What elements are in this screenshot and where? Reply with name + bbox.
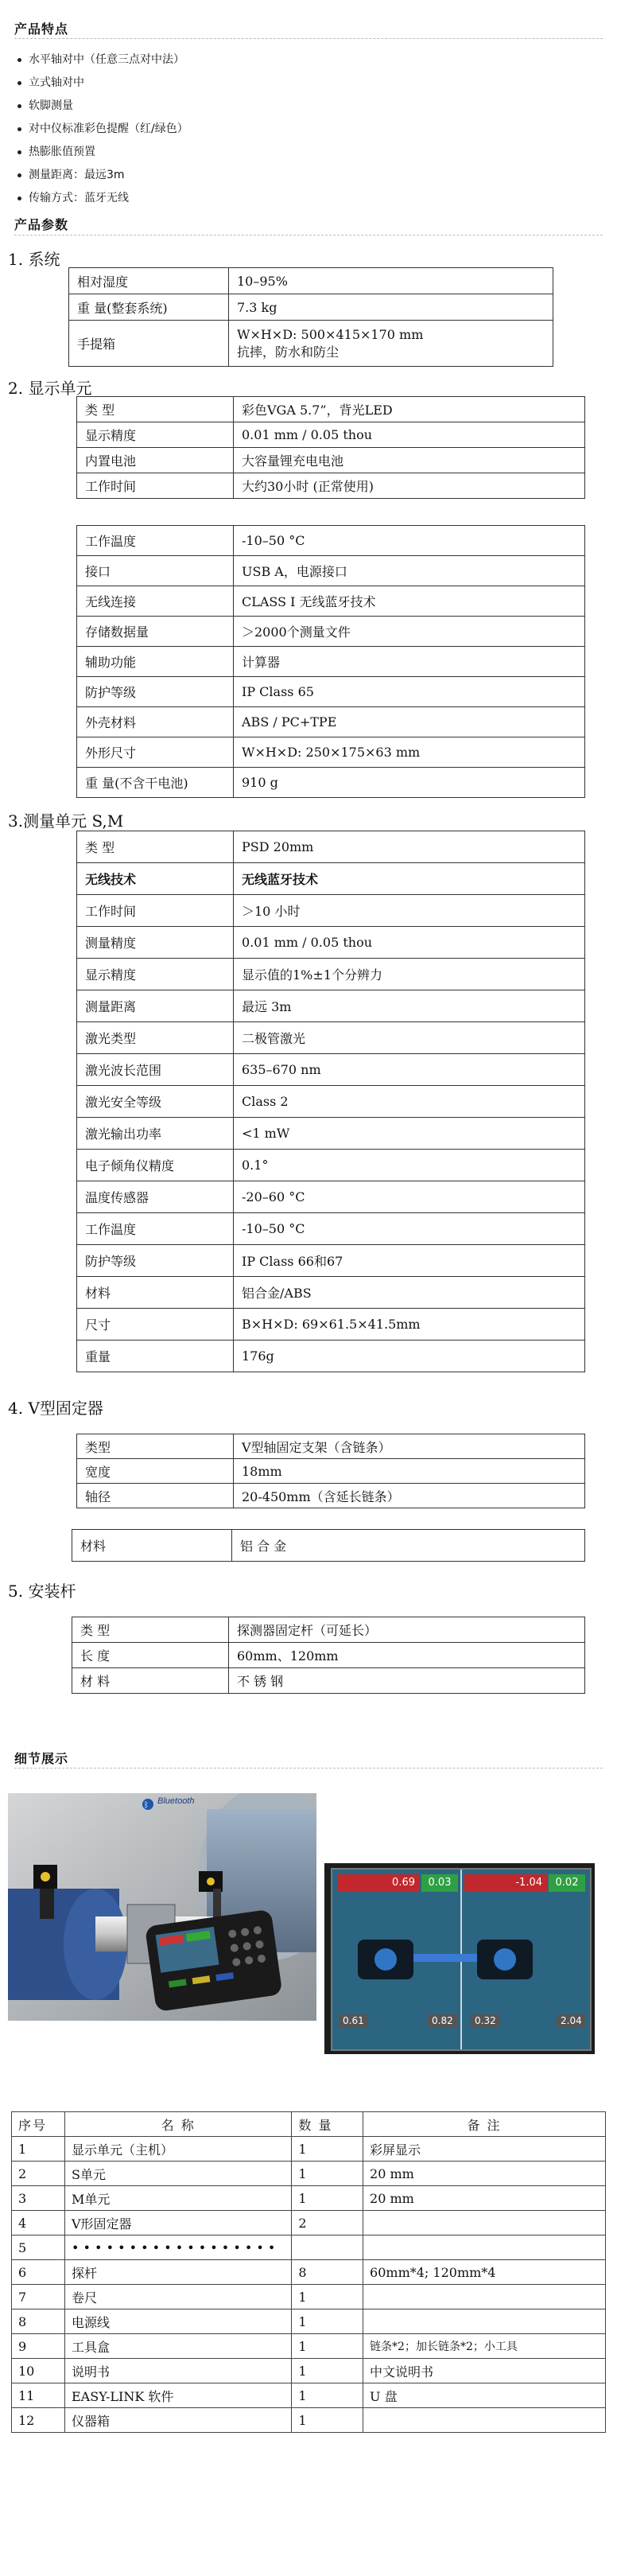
table-cell: 1 xyxy=(292,2383,363,2408)
spec-key: 内置电池 xyxy=(77,448,234,473)
spec-key: 温度传感器 xyxy=(77,1181,234,1213)
table-cell: S单元 xyxy=(65,2162,292,2186)
spec-row xyxy=(77,863,585,895)
mount-rod-table xyxy=(72,1617,585,1694)
screen-photo xyxy=(324,1863,595,2054)
spec-key: 重 量(不含干电池) xyxy=(77,768,234,798)
foot-value: 2.04 xyxy=(557,2014,586,2027)
spec-key: 激光类型 xyxy=(77,1022,234,1054)
spec-key: 材料 xyxy=(77,1277,234,1309)
spec-row xyxy=(77,768,585,798)
table-cell xyxy=(363,2285,606,2309)
table-row xyxy=(12,2309,606,2334)
measure-unit-table xyxy=(76,831,585,1372)
spec-key: 宽度 xyxy=(77,1459,234,1484)
spec-value: 大约30小时 (正常使用) xyxy=(234,473,585,499)
spec-value: 0.01 mm / 0.05 thou xyxy=(234,927,585,959)
bluetooth-label: Bluetooth xyxy=(157,1796,195,1806)
motor-icons xyxy=(350,1916,572,2003)
spec-value-line: 抗摔，防水和防尘 xyxy=(237,344,340,360)
product-photo-illustration xyxy=(8,1793,316,2021)
table-row xyxy=(12,2359,606,2383)
table-row xyxy=(12,2162,606,2186)
spec-value: 无线蓝牙技术 xyxy=(234,863,585,895)
table-cell: 卷尺 xyxy=(65,2285,292,2309)
value-green-left: 0.03 xyxy=(421,1874,458,1892)
parts-header-row xyxy=(12,2112,606,2137)
table-cell xyxy=(363,2211,606,2236)
table-cell: 1 xyxy=(292,2285,363,2309)
spec-row xyxy=(77,397,585,422)
spec-value: 二极管激光 xyxy=(234,1022,585,1054)
spec-row xyxy=(77,448,585,473)
spec-key: 外壳材料 xyxy=(77,707,234,737)
spec-row xyxy=(77,1434,585,1459)
feature-text: 对中仪标准彩色提醒（红/绿色） xyxy=(29,123,188,135)
feature-item xyxy=(17,120,188,136)
spec-value: 18mm xyxy=(234,1459,585,1484)
table-cell: 显示单元（主机） xyxy=(65,2137,292,2162)
spec-value: 探测器固定杆（可延长） xyxy=(229,1617,585,1643)
spec-value: 铝 合 金 xyxy=(232,1530,585,1562)
table-cell: 彩屏显示 xyxy=(363,2137,606,2162)
spec-value: 10–95% xyxy=(229,268,553,294)
spec-value: ＞10 小时 xyxy=(234,895,585,927)
spec-row xyxy=(77,959,585,990)
spec-key: 激光安全等级 xyxy=(77,1086,234,1118)
feature-item xyxy=(17,189,129,205)
spec-value: -10–50 °C xyxy=(234,526,585,556)
spec-key: 电子倾角仪精度 xyxy=(77,1150,234,1181)
feature-text: 传输方式：蓝牙无线 xyxy=(29,192,129,204)
spec-key: 类型 xyxy=(77,1434,234,1459)
spec-key: 显示精度 xyxy=(77,959,234,990)
feature-item xyxy=(17,97,73,113)
system-table xyxy=(68,267,553,367)
foot-value: 0.61 xyxy=(339,2014,368,2027)
spec-key: 激光输出功率 xyxy=(77,1118,234,1150)
params-title: 产品参数 xyxy=(14,217,69,232)
section-5-heading: 5. 安装杆 xyxy=(8,1582,76,1601)
table-cell: 1 xyxy=(292,2408,363,2433)
spec-key: 工作时间 xyxy=(77,473,234,499)
table-cell: 1 xyxy=(292,2137,363,2162)
bullet-icon xyxy=(17,127,21,131)
spec-row xyxy=(77,422,585,448)
spec-row xyxy=(77,990,585,1022)
table-cell: M单元 xyxy=(65,2186,292,2211)
table-cell: 1 xyxy=(292,2359,363,2383)
table-cell: 1 xyxy=(292,2186,363,2211)
table-cell: 20 mm xyxy=(363,2186,606,2211)
spec-value: IP Class 65 xyxy=(234,677,585,707)
spec-key: 轴径 xyxy=(77,1484,234,1508)
spec-value: 176g xyxy=(234,1341,585,1372)
spec-value: 不 锈 钢 xyxy=(229,1668,585,1694)
table-cell: 12 xyxy=(12,2408,65,2433)
spec-row xyxy=(77,737,585,768)
foot-value: 0.32 xyxy=(471,2014,500,2027)
vfixture-material-table xyxy=(72,1529,585,1562)
table-cell: 4 xyxy=(12,2211,65,2236)
spec-value: 20-450mm（含延长链条） xyxy=(234,1484,585,1508)
features-title: 产品特点 xyxy=(14,21,69,37)
table-cell: 6 xyxy=(12,2260,65,2285)
bullet-icon xyxy=(17,197,21,200)
value-red-left: 0.69 xyxy=(337,1874,420,1892)
spec-key: 无线技术 xyxy=(77,863,234,895)
table-cell: 8 xyxy=(12,2309,65,2334)
spec-value: 彩色VGA 5.7”，背光LED xyxy=(234,397,585,422)
table-cell xyxy=(363,2236,606,2260)
spec-row xyxy=(77,1484,585,1508)
spec-key: 测量精度 xyxy=(77,927,234,959)
spec-key: 尺寸 xyxy=(77,1309,234,1341)
spec-value: W×H×D: 250×175×63 mm xyxy=(234,737,585,768)
table-cell: U 盘 xyxy=(363,2383,606,2408)
table-row xyxy=(12,2211,606,2236)
screen-area xyxy=(331,1868,592,2051)
feature-item xyxy=(17,74,84,90)
table-cell: 8 xyxy=(292,2260,363,2285)
parts-table xyxy=(11,2111,606,2433)
feature-item xyxy=(17,166,125,182)
table-cell: 中文说明书 xyxy=(363,2359,606,2383)
table-cell xyxy=(363,2408,606,2433)
table-cell: 11 xyxy=(12,2383,65,2408)
spec-row xyxy=(77,1054,585,1086)
spec-row xyxy=(77,895,585,927)
divider xyxy=(14,38,603,39)
spec-value: IP Class 66和67 xyxy=(234,1245,585,1277)
table-cell: V形固定器 xyxy=(65,2211,292,2236)
vfixture-table xyxy=(76,1434,585,1508)
spec-key: 相对湿度 xyxy=(69,268,229,294)
feature-item xyxy=(17,51,184,67)
table-cell: 10 xyxy=(12,2359,65,2383)
spec-row xyxy=(77,677,585,707)
spec-key: 工作时间 xyxy=(77,895,234,927)
table-row xyxy=(12,2383,606,2408)
spec-value: CLASS I 无线蓝牙技术 xyxy=(234,586,585,617)
spec-key: 材料 xyxy=(72,1530,232,1562)
spec-row xyxy=(77,707,585,737)
spec-row xyxy=(77,1341,585,1372)
value-red-right: -1.04 xyxy=(464,1874,547,1892)
bullet-icon xyxy=(17,58,21,62)
table-row xyxy=(12,2186,606,2211)
spec-row xyxy=(77,927,585,959)
spec-value-line: W×H×D: 500×415×170 mm xyxy=(237,326,424,342)
spec-key: 工作温度 xyxy=(77,526,234,556)
spec-key: 工作温度 xyxy=(77,1213,234,1245)
spec-value: 635–670 nm xyxy=(234,1054,585,1086)
table-row xyxy=(12,2236,606,2260)
table-cell: 3 xyxy=(12,2186,65,2211)
spec-value: B×H×D: 69×61.5×41.5mm xyxy=(234,1309,585,1341)
spec-value: 0.01 mm / 0.05 thou xyxy=(234,422,585,448)
spec-row xyxy=(77,1022,585,1054)
spec-row xyxy=(77,1086,585,1118)
section-1-heading: 1. 系统 xyxy=(8,250,60,269)
table-row xyxy=(12,2408,606,2433)
divider xyxy=(14,1768,603,1769)
value-green-right: 0.02 xyxy=(549,1874,585,1892)
spec-key: 手提箱 xyxy=(69,321,229,367)
spec-key: 存储数据量 xyxy=(77,617,234,647)
spec-value: 60mm、120mm xyxy=(229,1643,585,1668)
spec-value: 最远 3m xyxy=(234,990,585,1022)
section-3-heading: 3.测量单元 S,M xyxy=(8,811,124,831)
spec-row xyxy=(77,1150,585,1181)
spec-key: 测量距离 xyxy=(77,990,234,1022)
table-cell: 7 xyxy=(12,2285,65,2309)
svg-text:ᛒ: ᛒ xyxy=(144,1801,149,1810)
spec-value: -10–50 °C xyxy=(234,1213,585,1245)
spec-key: 接口 xyxy=(77,556,234,586)
spec-row xyxy=(77,1181,585,1213)
table-row xyxy=(12,2260,606,2285)
spec-key: 无线连接 xyxy=(77,586,234,617)
spec-key: 防护等级 xyxy=(77,677,234,707)
spec-row xyxy=(77,1459,585,1484)
table-cell: 探杆 xyxy=(65,2260,292,2285)
table-cell: 电源线 xyxy=(65,2309,292,2334)
table-row xyxy=(12,2285,606,2309)
spec-row xyxy=(77,1118,585,1150)
feature-item xyxy=(17,143,95,159)
spec-row xyxy=(72,1617,585,1643)
table-cell: 5 xyxy=(12,2236,65,2260)
foot-value: 0.82 xyxy=(428,2014,457,2027)
spec-key: 显示精度 xyxy=(77,422,234,448)
spec-row xyxy=(77,617,585,647)
spec-row xyxy=(77,1277,585,1309)
spec-key: 类 型 xyxy=(72,1617,229,1643)
bullet-icon xyxy=(17,150,21,154)
spec-value: 910 g xyxy=(234,768,585,798)
section-2-heading: 2. 显示单元 xyxy=(8,379,92,398)
table-cell: 说明书 xyxy=(65,2359,292,2383)
spec-value: 铝合金/ABS xyxy=(234,1277,585,1309)
details-title: 细节展示 xyxy=(14,1751,69,1766)
spec-row xyxy=(77,556,585,586)
spec-row xyxy=(72,1668,585,1694)
spec-value: 7.3 kg xyxy=(229,294,553,321)
spec-row xyxy=(77,1245,585,1277)
spec-value: 大容量锂充电电池 xyxy=(234,448,585,473)
feature-text: 软脚测量 xyxy=(29,99,73,112)
spec-row xyxy=(72,1643,585,1668)
table-cell: 链条*2；加长链条*2；小工具 xyxy=(363,2334,606,2359)
spec-row xyxy=(77,473,585,499)
parts-header-cell: 名 称 xyxy=(65,2112,292,2137)
table-cell: 工具盒 xyxy=(65,2334,292,2359)
table-cell: • • • • • • • • • • • • • • • • • • xyxy=(65,2236,292,2260)
parts-header-cell: 备 注 xyxy=(363,2112,606,2137)
feature-text: 水平轴对中（任意三点对中法） xyxy=(29,53,184,66)
table-cell: 20 mm xyxy=(363,2162,606,2186)
parts-header-cell: 序号 xyxy=(12,2112,65,2137)
table-cell: 2 xyxy=(292,2211,363,2236)
bullet-icon xyxy=(17,104,21,108)
spec-row xyxy=(77,1213,585,1245)
spec-key: 重 量(整套系统) xyxy=(69,294,229,321)
spec-value: V型轴固定支架（含链条） xyxy=(234,1434,585,1459)
spec-value xyxy=(229,321,553,367)
product-photo xyxy=(8,1793,316,2021)
spec-key: 长 度 xyxy=(72,1643,229,1668)
table-cell: 1 xyxy=(12,2137,65,2162)
spec-row xyxy=(77,586,585,617)
spec-value: ABS / PC+TPE xyxy=(234,707,585,737)
spec-key: 激光波长范围 xyxy=(77,1054,234,1086)
spec-row xyxy=(77,526,585,556)
parts-header-cell: 数 量 xyxy=(292,2112,363,2137)
spec-key: 材 料 xyxy=(72,1668,229,1694)
feature-text: 测量距离：最远3m xyxy=(29,169,125,181)
bullet-icon xyxy=(17,81,21,85)
table-cell: 60mm*4; 120mm*4 xyxy=(363,2260,606,2285)
spec-row xyxy=(77,1309,585,1341)
spec-value: -20–60 °C xyxy=(234,1181,585,1213)
spec-value: <1 mW xyxy=(234,1118,585,1150)
display-table-a xyxy=(76,396,585,499)
spec-value: Class 2 xyxy=(234,1086,585,1118)
table-cell: 1 xyxy=(292,2162,363,2186)
bluetooth-logo xyxy=(142,1799,153,1810)
table-row xyxy=(12,2334,606,2359)
spec-key: 辅助功能 xyxy=(77,647,234,677)
spec-key: 外形尺寸 xyxy=(77,737,234,768)
spec-row xyxy=(77,647,585,677)
feature-text: 立式轴对中 xyxy=(29,76,84,89)
spec-value: USB A，电源接口 xyxy=(234,556,585,586)
table-cell: EASY-LINK 软件 xyxy=(65,2383,292,2408)
spec-value: 0.1° xyxy=(234,1150,585,1181)
spec-value: 计算器 xyxy=(234,647,585,677)
display-table-b xyxy=(76,525,585,798)
table-cell: 1 xyxy=(292,2334,363,2359)
spec-key: 类 型 xyxy=(77,831,234,863)
feature-text: 热膨胀值预置 xyxy=(29,146,95,158)
spec-key: 重量 xyxy=(77,1341,234,1372)
table-cell: 仪器箱 xyxy=(65,2408,292,2433)
table-cell: 1 xyxy=(292,2309,363,2334)
spec-key: 防护等级 xyxy=(77,1245,234,1277)
spec-key: 类 型 xyxy=(77,397,234,422)
table-cell: 2 xyxy=(12,2162,65,2186)
spec-value: PSD 20mm xyxy=(234,831,585,863)
section-4-heading: 4. V型固定器 xyxy=(8,1399,103,1418)
spec-value: ＞2000个测量文件 xyxy=(234,617,585,647)
table-row xyxy=(12,2137,606,2162)
spec-row xyxy=(77,831,585,863)
table-cell xyxy=(292,2236,363,2260)
bullet-icon xyxy=(17,173,21,177)
spec-value: 显示值的1%±1个分辨力 xyxy=(234,959,585,990)
table-cell: 9 xyxy=(12,2334,65,2359)
table-cell xyxy=(363,2309,606,2334)
